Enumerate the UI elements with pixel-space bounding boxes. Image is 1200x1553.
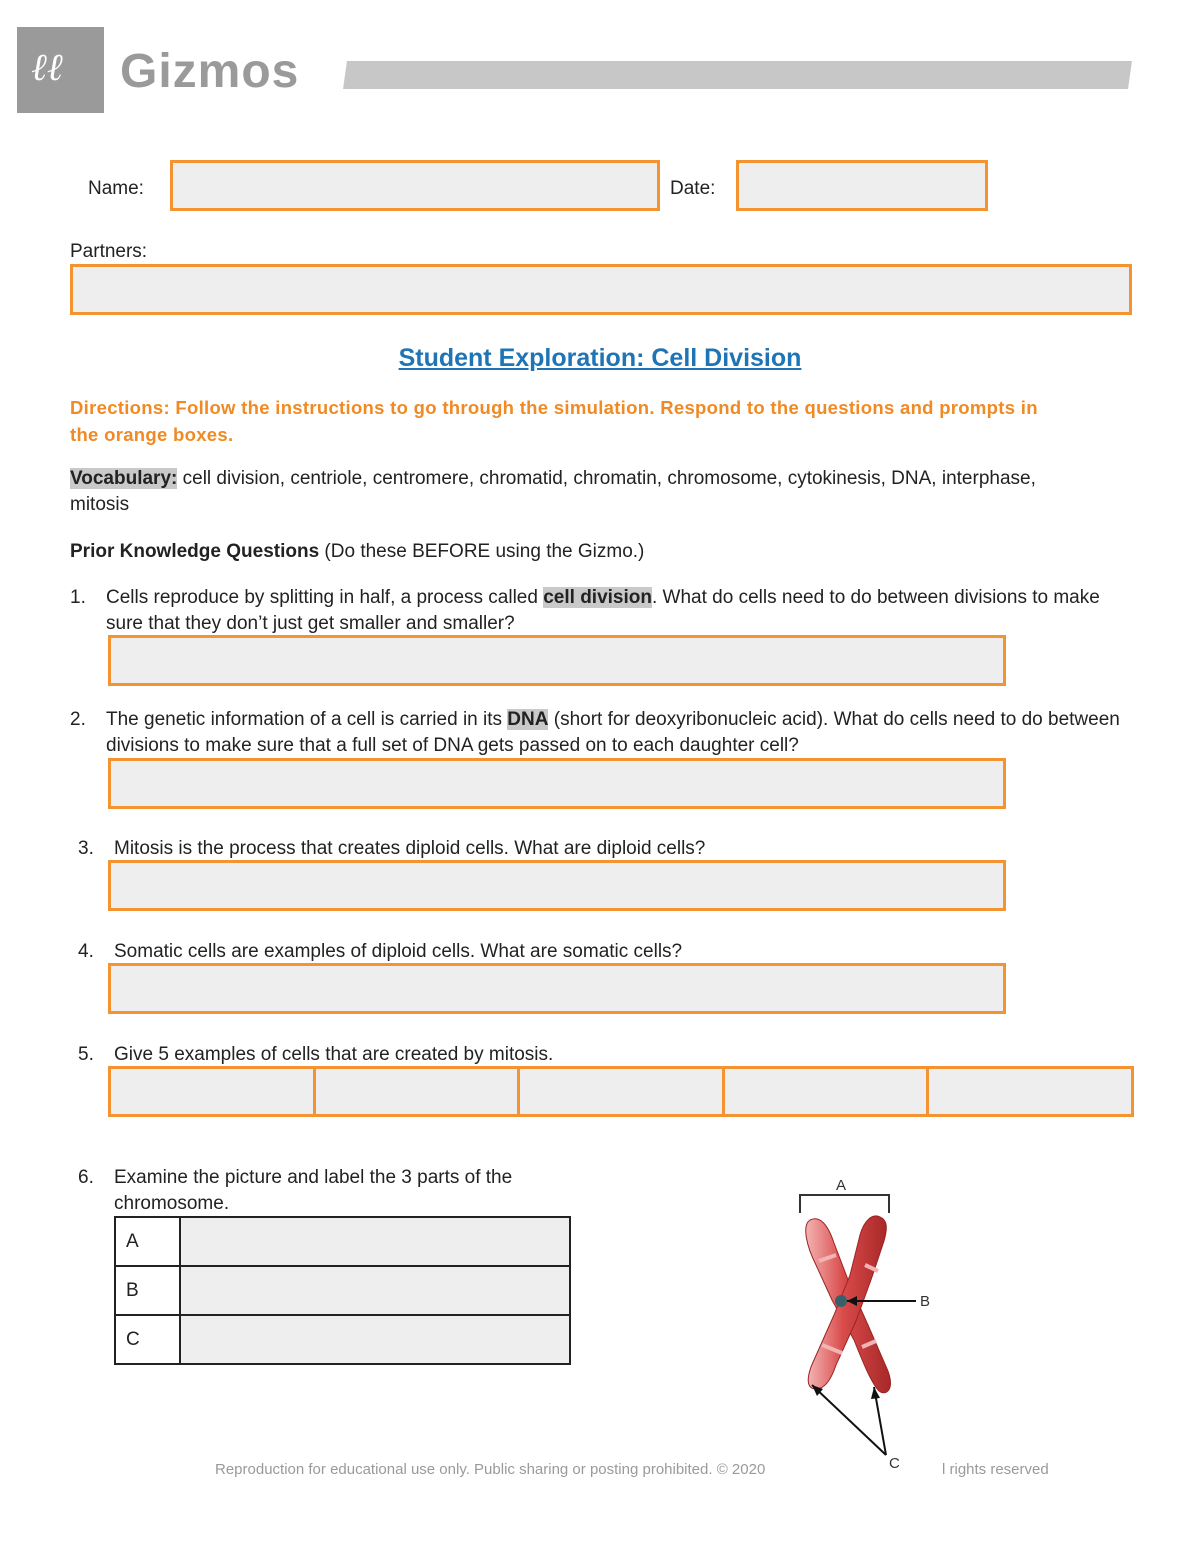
prior-knowledge-heading [70,539,644,565]
table-row [115,1266,570,1315]
q6-text: Examine the picture and label the 3 parts of the chromosome. [114,1167,513,1214]
label-a: A [836,1177,847,1194]
q1-answer-field[interactable] [108,635,1006,686]
table-row [115,1315,570,1364]
prior-knowledge-label: Prior Knowledge Questions [70,541,320,562]
q2-text-pre: The genetic information of a cell is carried in its [106,709,508,730]
q2-text-post: (short for deoxyribonucleic acid). What do cells need to do between divisions to make sure that a full set of DNA gets passed on to each daughter cell? [106,709,1120,756]
vocabulary-label: Vocabulary: [70,468,178,489]
q5-answer-cell-3[interactable] [520,1069,725,1114]
name-label: Name: [88,178,144,199]
logo-mark [17,27,104,113]
q2-number: 2. [70,709,86,730]
q2-answer-field[interactable] [108,758,1006,809]
part-key: C [115,1315,180,1364]
q5-answer-cell-1[interactable] [111,1069,316,1114]
label-b: B [920,1293,931,1310]
part-answer-field[interactable] [180,1315,570,1364]
q5-answer-grid [108,1066,1134,1117]
centromere-dot [835,1295,847,1307]
bracket-a [800,1195,889,1213]
q5-answer-cell-4[interactable] [725,1069,930,1114]
part-key: A [115,1217,180,1266]
directions: Directions: Follow the instructions to go through the simulation. Respond to the questions and prompts in the orange boxes. [70,397,1038,445]
logo-mark-glyph: ℓℓ [31,45,63,89]
date-field[interactable] [736,160,988,211]
q6-number: 6. [78,1167,94,1188]
partners-label: Partners: [70,241,148,262]
q4-text: Somatic cells are examples of diploid cells. What are somatic cells? [114,941,683,962]
q1-term: cell division [543,587,652,608]
page-title: Student Exploration: Cell Division [398,344,802,372]
brand-name: Gizmos [120,45,300,98]
chromosome-parts-table [114,1216,571,1365]
prior-knowledge-note: (Do these BEFORE using the Gizmo.) [319,541,645,562]
q5-number: 5. [78,1044,94,1065]
part-answer-field[interactable] [180,1266,570,1315]
footer-rights: l rights reserved [942,1461,1049,1478]
q5-answer-cell-5[interactable] [929,1069,1131,1114]
q1-number: 1. [70,587,86,608]
q1-text-post: . What do cells need to do between divisions to make sure that they don’t just get smaller and smaller? [106,587,1100,634]
q3-answer-field[interactable] [108,860,1006,911]
part-key: B [115,1266,180,1315]
name-field[interactable] [170,160,660,211]
q4-answer-field[interactable] [108,963,1006,1014]
q5-text: Give 5 examples of cells that are created by mitosis. [114,1044,554,1065]
date-label: Date: [670,178,716,199]
partners-field[interactable] [70,264,1132,315]
label-c: C [889,1455,900,1472]
vocabulary [70,466,1080,518]
q1-text [106,585,1106,637]
part-answer-field[interactable] [180,1217,570,1266]
header-banner [343,61,1132,89]
q3-text: Mitosis is the process that creates diploid cells. What are diploid cells? [114,838,706,859]
q4-number: 4. [78,941,94,962]
chromosome-diagram [770,1165,950,1475]
vocabulary-terms: cell division, centriole, centromere, chromatid, chromatin, chromosome, cytokinesis, DNA, interphase, mitosis [70,468,1036,515]
q2-text [106,707,1126,759]
footer-copyright: Reproduction for educational use only. Public sharing or posting prohibited. © 2020 [215,1461,766,1478]
q1-text-pre: Cells reproduce by splitting in half, a process called [106,587,544,608]
table-row [115,1217,570,1266]
q3-number: 3. [78,838,94,859]
q5-answer-cell-2[interactable] [316,1069,521,1114]
q2-term: DNA [507,709,549,730]
